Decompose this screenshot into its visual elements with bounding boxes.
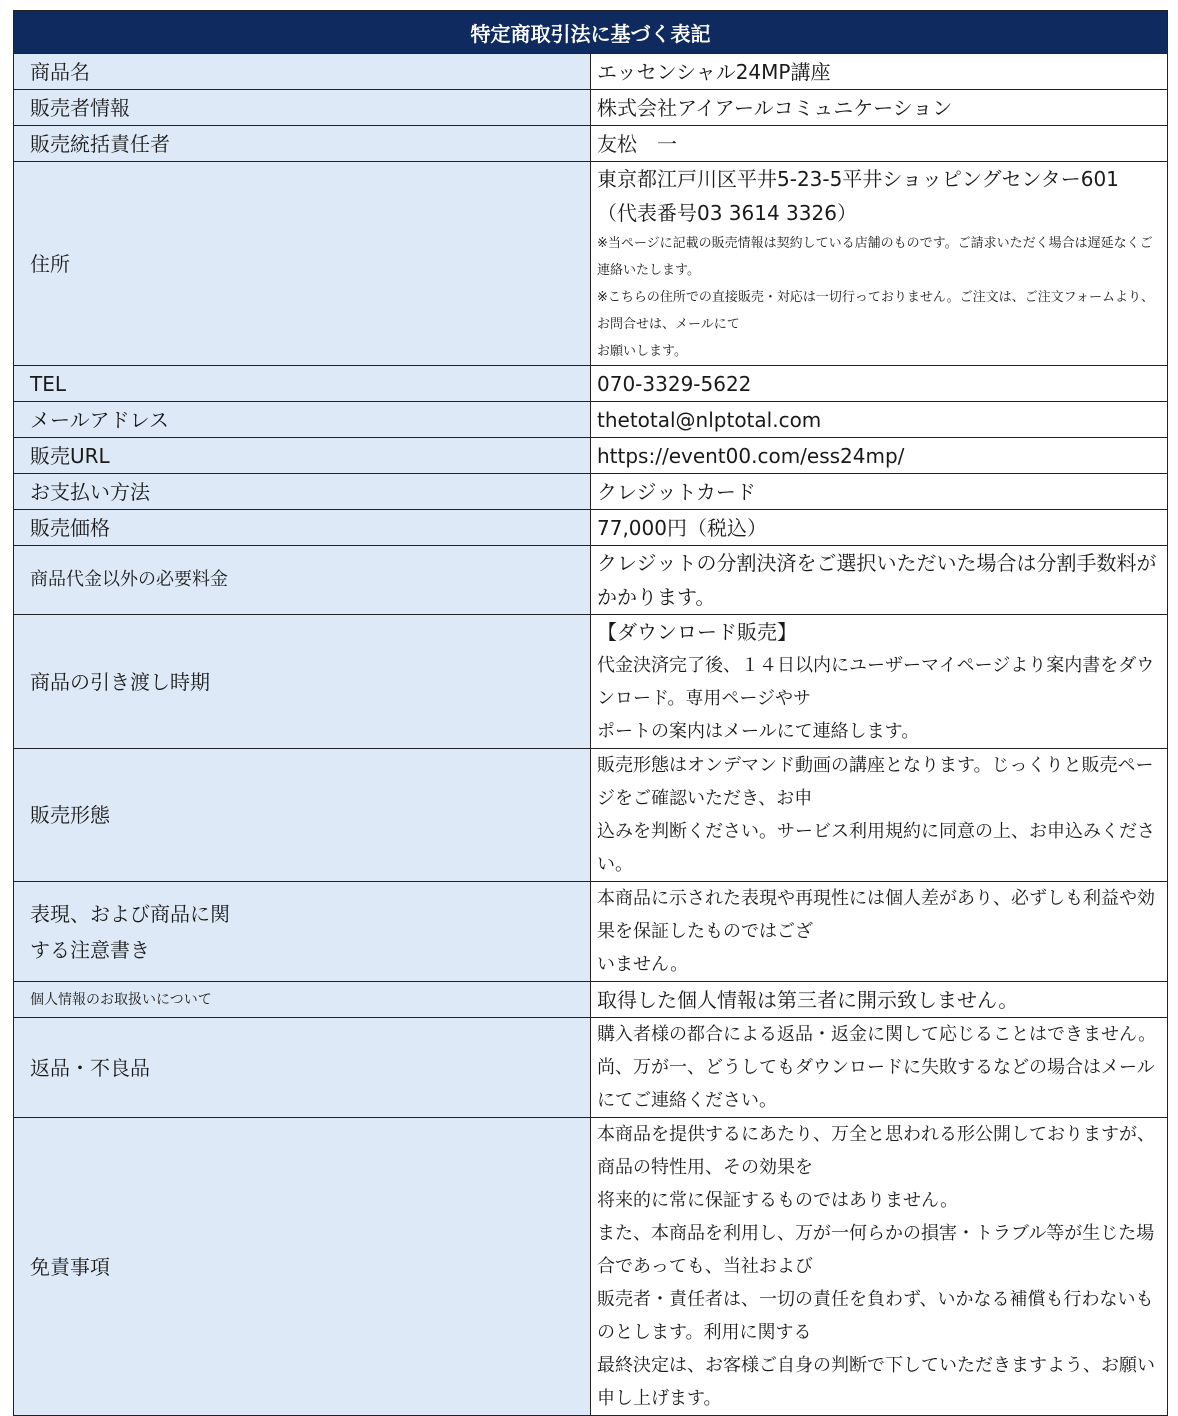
returns-text: 購入者様の都合による返品・返金に関して応じることはできません。 bbox=[597, 1024, 1157, 1045]
delivery-text: ポートの案内はメールにて連絡します。 bbox=[597, 721, 920, 742]
table-row bbox=[14, 126, 1168, 162]
row-value: クレジットの分割決済をご選択いただいた場合は分割手数料がかかります。 bbox=[591, 546, 1168, 615]
row-label: 販売統括責任者 bbox=[14, 126, 591, 162]
row-value: クレジットカード bbox=[591, 474, 1168, 510]
delivery-heading: 【ダウンロード販売】 bbox=[597, 620, 797, 644]
table-row bbox=[14, 438, 1168, 474]
row-label: 免責事項 bbox=[14, 1118, 591, 1416]
disclaimer-text: 販売者・責任者は、一切の責任を負わず、いかなる補償も行わないものとします。利用に関する bbox=[597, 1289, 1154, 1343]
row-value bbox=[591, 162, 1168, 366]
row-value: エッセンシャル24MP講座 bbox=[591, 54, 1168, 90]
form-text: 込みを判断ください。サービス利用規約に同意の上、お申込みください。 bbox=[597, 821, 1155, 875]
row-label: 商品代金以外の必要料金 bbox=[14, 546, 591, 615]
address-text: 東京都江戸川区平井5-23-5平井ショッピングセンター601 （代表番号03 3614 3326） bbox=[597, 167, 1119, 225]
row-label: 住所 bbox=[14, 162, 591, 366]
table-row bbox=[14, 749, 1168, 882]
table-row bbox=[14, 474, 1168, 510]
row-value: thetotal@nlptotal.com bbox=[591, 402, 1168, 438]
row-label: TEL bbox=[14, 366, 591, 402]
delivery-text: 代金決済完了後、１４日以内にユーザーマイページより案内書をダウンロード。専用ページやサ bbox=[597, 655, 1155, 709]
row-label: 個人情報のお取扱いについて bbox=[14, 982, 591, 1018]
address-note: ※当ページに記載の販売情報は契約している店舗のものです。ご請求いただく場合は遅延なくご連絡いたします。 bbox=[597, 236, 1153, 278]
row-label: 販売者情報 bbox=[14, 90, 591, 126]
table-title: 特定商取引法に基づく表記 bbox=[14, 11, 1168, 54]
disclaimer-text: 本商品を提供するにあたり、万全と思われる形公開しておりますが、商品の特性用、その効果を bbox=[597, 1124, 1155, 1178]
row-value: 070-3329-5622 bbox=[591, 366, 1168, 402]
row-label-line: 表現、および商品に関 bbox=[30, 901, 230, 926]
legal-notice bbox=[13, 10, 1168, 1416]
table-row bbox=[14, 510, 1168, 546]
table-row bbox=[14, 615, 1168, 749]
table-row bbox=[14, 366, 1168, 402]
row-value: 取得した個人情報は第三者に開示致しません。 bbox=[591, 982, 1168, 1018]
table-row bbox=[14, 1018, 1168, 1118]
row-label-line: する注意書き bbox=[30, 937, 150, 962]
table-row bbox=[14, 54, 1168, 90]
table-row bbox=[14, 1118, 1168, 1416]
form-text: 販売形態はオンデマンド動画の講座となります。じっくりと販売ページをご確認いただき、お申 bbox=[597, 755, 1154, 809]
row-value bbox=[591, 882, 1168, 982]
disclaimer-text: 最終決定は、お客様ご自身の判断で下していただきますよう、お願い申し上げます。 bbox=[597, 1355, 1155, 1409]
table-row bbox=[14, 882, 1168, 982]
disclaimer-text: また、本商品を利用し、万が一何らかの損害・トラブル等が生じた場合であっても、当社および bbox=[597, 1223, 1155, 1277]
table-row bbox=[14, 162, 1168, 366]
returns-text: 尚、万が一、どうしてもダウンロードに失敗するなどの場合はメールにてご連絡ください。 bbox=[597, 1057, 1155, 1111]
row-value: https://event00.com/ess24mp/ bbox=[591, 438, 1168, 474]
table-row bbox=[14, 90, 1168, 126]
legal-notice-table bbox=[13, 10, 1168, 1416]
row-value bbox=[591, 749, 1168, 882]
row-label: 返品・不良品 bbox=[14, 1018, 591, 1118]
disclaimer-text: 将来的に常に保証するものではありません。 bbox=[597, 1190, 959, 1211]
address-note: お願いします。 bbox=[597, 344, 687, 359]
row-label: メールアドレス bbox=[14, 402, 591, 438]
address-note: ※こちらの住所での直接販売・対応は一切行っておりません。ご注文は、ご注文フォームより、お問合せは、メールにて bbox=[597, 290, 1155, 332]
row-label: 販売形態 bbox=[14, 749, 591, 882]
expression-text: いません。 bbox=[597, 954, 689, 975]
row-value bbox=[591, 1118, 1168, 1416]
row-value: 友松 一 bbox=[591, 126, 1168, 162]
expression-text: 本商品に示された表現や再現性には個人差があり、必ずしも利益や効果を保証したものではござ bbox=[597, 888, 1155, 942]
row-value bbox=[591, 1018, 1168, 1118]
row-value: 77,000円（税込） bbox=[591, 510, 1168, 546]
row-label: 販売価格 bbox=[14, 510, 591, 546]
table-row bbox=[14, 402, 1168, 438]
row-value: 株式会社アイアールコミュニケーション bbox=[591, 90, 1168, 126]
row-label: お支払い方法 bbox=[14, 474, 591, 510]
row-label bbox=[14, 882, 591, 982]
row-label: 商品名 bbox=[14, 54, 591, 90]
row-label: 販売URL bbox=[14, 438, 591, 474]
table-row bbox=[14, 546, 1168, 615]
row-label: 商品の引き渡し時期 bbox=[14, 615, 591, 749]
row-value bbox=[591, 615, 1168, 749]
table-row bbox=[14, 982, 1168, 1018]
